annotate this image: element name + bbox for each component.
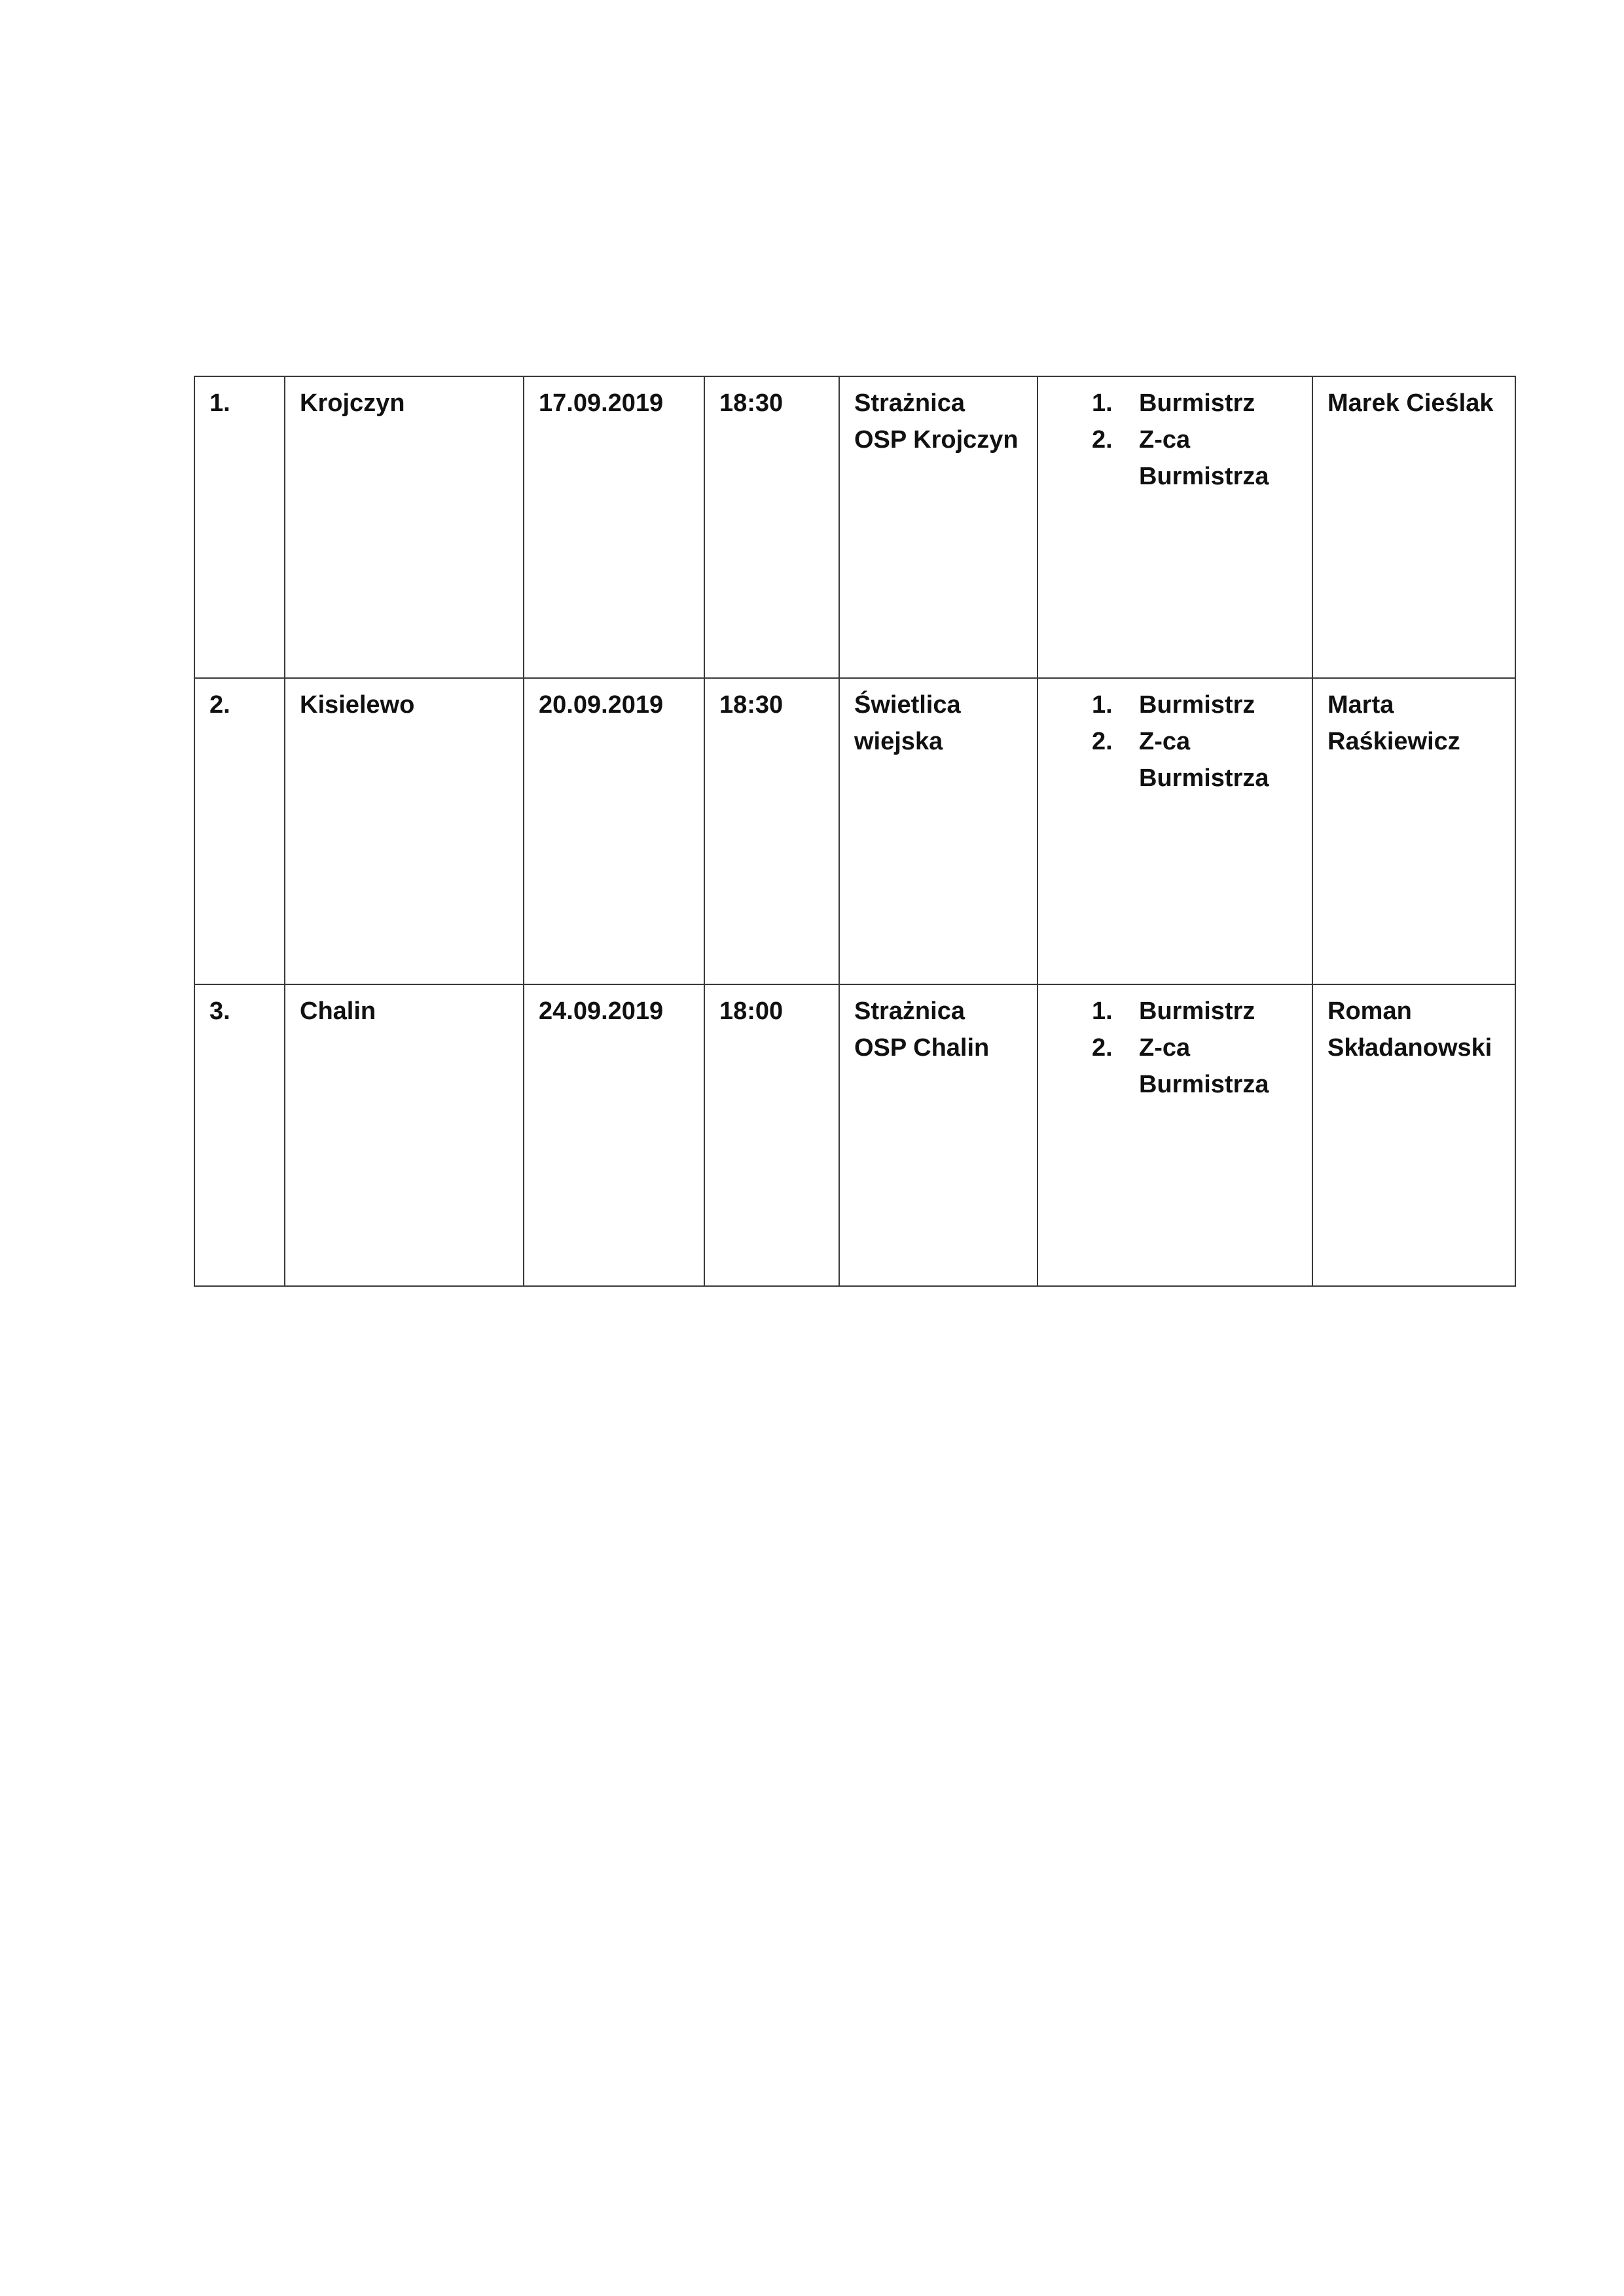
contact-person: Roman Składanowski [1327,997,1492,1062]
venue-cell [839,678,1038,984]
row-number-cell [194,376,285,678]
row-number: 2. [209,691,230,719]
meeting-time: 18:30 [719,389,784,417]
list-item-number: 1. [1092,997,1113,1025]
officials-cell [1038,984,1312,1286]
locality-cell [285,984,524,1286]
meeting-date: 20.09.2019 [539,691,664,719]
official-title: Burmistrz [1139,389,1255,417]
table-row [194,678,1515,984]
date-cell [524,376,704,678]
venue-cell [839,984,1038,1286]
official-title: Z-ca Burmistrza [1139,728,1269,792]
official-title: Burmistrz [1139,691,1255,719]
locality-name: Krojczyn [300,389,405,417]
official-title: Burmistrz [1139,997,1255,1025]
officials-list [1053,385,1297,495]
list-item-number: 2. [1092,1034,1113,1062]
time-cell [704,678,839,984]
list-item [1092,422,1297,495]
locality-cell [285,678,524,984]
contact-cell [1312,376,1515,678]
table-row [194,376,1515,678]
venue-line-2: wiejska [854,728,943,755]
official-title: Z-ca Burmistrza [1139,426,1269,490]
list-item-number: 2. [1092,728,1113,755]
list-item [1092,687,1297,723]
list-item [1092,385,1297,422]
meeting-time: 18:00 [719,997,784,1025]
officials-list [1053,687,1297,797]
meeting-date: 24.09.2019 [539,997,664,1025]
meeting-schedule-table [194,376,1516,1287]
row-number: 1. [209,389,230,417]
list-item-number: 2. [1092,426,1113,454]
time-cell [704,984,839,1286]
venue-cell [839,376,1038,678]
locality-name: Kisielewo [300,691,415,719]
locality-cell [285,376,524,678]
row-number-cell [194,984,285,1286]
row-number-cell [194,678,285,984]
venue-line-1: Strażnica [854,389,965,417]
contact-person: Marek Cieślak [1327,389,1494,417]
officials-cell [1038,678,1312,984]
officials-list [1053,993,1297,1103]
contact-cell [1312,678,1515,984]
contact-cell [1312,984,1515,1286]
list-item [1092,993,1297,1030]
locality-name: Chalin [300,997,376,1025]
list-item-number: 1. [1092,691,1113,719]
meeting-time: 18:30 [719,691,784,719]
venue-line-1: Strażnica [854,997,965,1025]
meeting-date: 17.09.2019 [539,389,664,417]
table-row [194,984,1515,1286]
venue-line-2: OSP Chalin [854,1034,990,1062]
contact-person: Marta Raśkiewicz [1327,691,1460,755]
list-item [1092,1030,1297,1103]
time-cell [704,376,839,678]
row-number: 3. [209,997,230,1025]
date-cell [524,678,704,984]
venue-line-2: OSP Krojczyn [854,426,1019,454]
venue-line-1: Świetlica [854,691,961,719]
list-item-number: 1. [1092,389,1113,417]
date-cell [524,984,704,1286]
officials-cell [1038,376,1312,678]
list-item [1092,723,1297,797]
official-title: Z-ca Burmistrza [1139,1034,1269,1098]
